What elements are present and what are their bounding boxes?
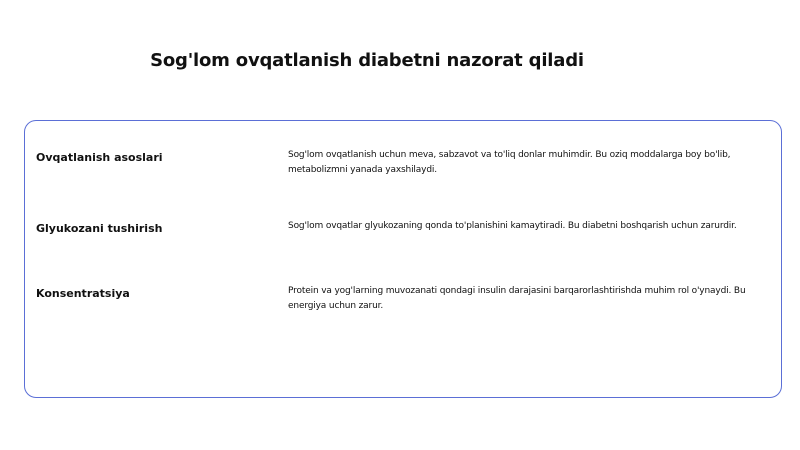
row-label-konsentratsiya: Konsentratsiya <box>36 287 130 300</box>
slide-title: Sog'lom ovqatlanish diabetni nazorat qiladi <box>150 50 584 71</box>
row-label-ovqatlanish-asoslari: Ovqatlanish asoslari <box>36 151 163 164</box>
row-text-konsentratsiya: Protein va yog'larning muvozanati qondagi insulin darajasini barqarorlashtirishda muhim rol o'ynaydi. Bu energiya uchun zarur. <box>288 286 746 311</box>
row-text-ovqatlanish-asoslari: Sog'lom ovqatlanish uchun meva, sabzavot va to'liq donlar muhimdir. Bu oziq moddalarga boy bo'lib, metabolizmni yanada yaxshilaydi. <box>288 150 731 175</box>
row-text-glyukozani-tushirish: Sog'lom ovqatlar glyukozaning qonda to'planishini kamaytiradi. Bu diabetni boshqarish uchun zarurdir. <box>288 221 737 231</box>
row-label-glyukozani-tushirish: Glyukozani tushirish <box>36 222 163 235</box>
